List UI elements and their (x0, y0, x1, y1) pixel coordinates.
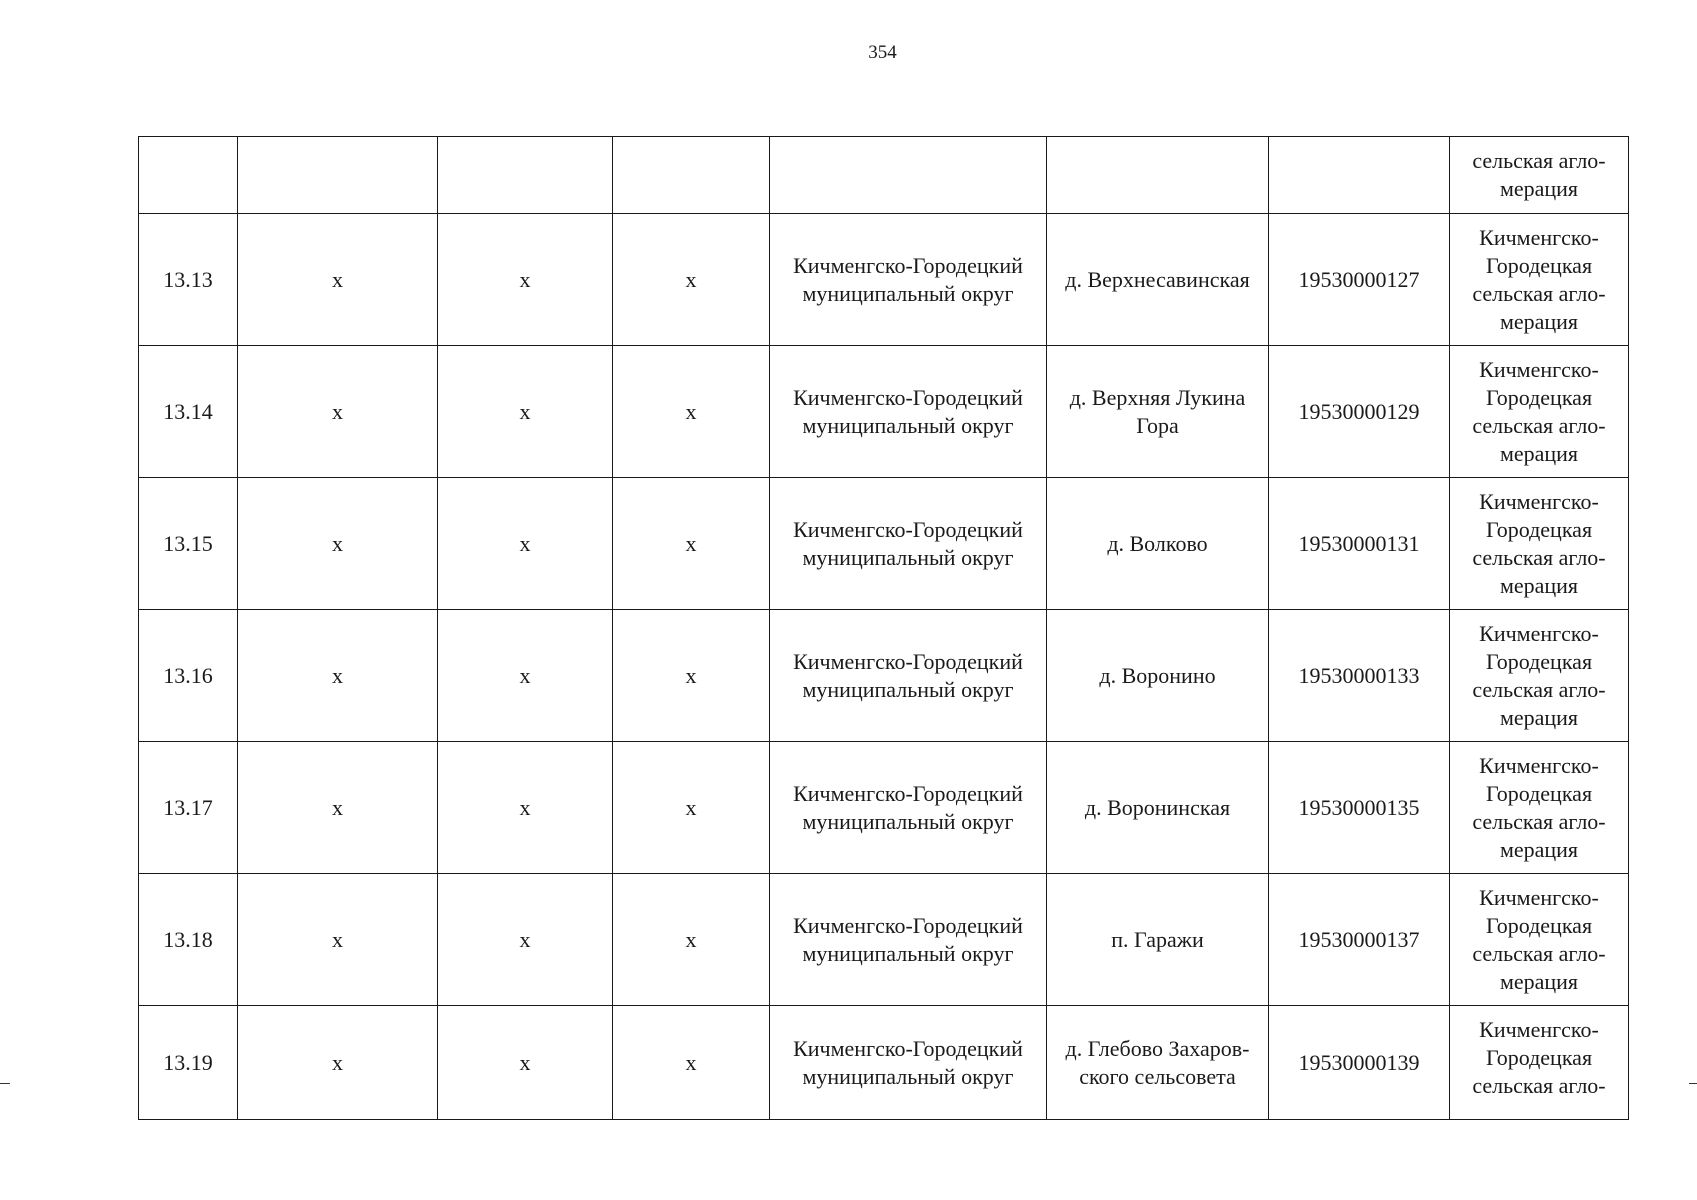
edge-mark (1689, 1083, 1697, 1084)
row-number-cell: 13.18 (139, 874, 238, 1006)
code-cell: 19530000135 (1269, 742, 1450, 874)
code-cell: 19530000129 (1269, 346, 1450, 478)
mark-cell: х (238, 1006, 438, 1120)
settlement-cell: д. Глебово Захаров-ского сельсовета (1047, 1006, 1269, 1120)
table-row (139, 137, 1629, 214)
table-cell (438, 137, 613, 214)
code-cell: 19530000133 (1269, 610, 1450, 742)
district-cell: Кичменгско-Городецкий муниципальный округ (770, 742, 1047, 874)
district-cell: Кичменгско-Городецкий муниципальный округ (770, 346, 1047, 478)
mark-cell: х (438, 478, 613, 610)
mark-cell: х (613, 478, 770, 610)
mark-cell: х (238, 874, 438, 1006)
table-row (139, 1006, 1629, 1120)
table-cell (238, 137, 438, 214)
table-row (139, 478, 1629, 610)
mark-cell: х (438, 1006, 613, 1120)
settlement-cell: п. Гаражи (1047, 874, 1269, 1006)
table-row (139, 874, 1629, 1006)
row-number-cell: 13.16 (139, 610, 238, 742)
district-cell: Кичменгско-Городецкий муниципальный округ (770, 874, 1047, 1006)
table-cell (139, 137, 238, 214)
row-number-cell: 13.19 (139, 1006, 238, 1120)
mark-cell: х (613, 874, 770, 1006)
code-cell: 19530000139 (1269, 1006, 1450, 1120)
mark-cell: х (438, 214, 613, 346)
mark-cell: х (438, 742, 613, 874)
mark-cell: х (238, 346, 438, 478)
mark-cell: х (613, 610, 770, 742)
settlement-cell: д. Верхняя Лукина Гора (1047, 346, 1269, 478)
agglomeration-cell: Кичменгско-Городецкая сельская агло-мерация (1450, 214, 1629, 346)
table-cell (770, 137, 1047, 214)
agglomeration-cell: Кичменгско-Городецкая сельская агло-мерация (1450, 478, 1629, 610)
table-row (139, 610, 1629, 742)
table-row (139, 742, 1629, 874)
settlement-cell: д. Воронино (1047, 610, 1269, 742)
mark-cell: х (613, 214, 770, 346)
agglomeration-cell: Кичменгско-Городецкая сельская агло- (1450, 1006, 1629, 1120)
settlements-table (138, 136, 1629, 1120)
settlement-cell: д. Верхнесавинская (1047, 214, 1269, 346)
edge-mark (0, 1083, 10, 1084)
table-row (139, 346, 1629, 478)
table-row (139, 214, 1629, 346)
code-cell: 19530000131 (1269, 478, 1450, 610)
mark-cell: х (438, 874, 613, 1006)
page-number: 354 (868, 42, 897, 63)
mark-cell: х (438, 610, 613, 742)
mark-cell: х (613, 1006, 770, 1120)
code-cell: 19530000137 (1269, 874, 1450, 1006)
row-number-cell: 13.15 (139, 478, 238, 610)
mark-cell: х (238, 742, 438, 874)
mark-cell: х (238, 214, 438, 346)
agglomeration-cell: Кичменгско-Городецкая сельская агло-мерация (1450, 346, 1629, 478)
mark-cell: х (613, 346, 770, 478)
settlement-cell: д. Воронинская (1047, 742, 1269, 874)
district-cell: Кичменгско-Городецкий муниципальный округ (770, 478, 1047, 610)
district-cell: Кичменгско-Городецкий муниципальный округ (770, 610, 1047, 742)
table-cell (1047, 137, 1269, 214)
mark-cell: х (438, 346, 613, 478)
mark-cell: х (238, 610, 438, 742)
mark-cell: х (613, 742, 770, 874)
district-cell: Кичменгско-Городецкий муниципальный округ (770, 214, 1047, 346)
table-cell (613, 137, 770, 214)
settlement-cell: д. Волково (1047, 478, 1269, 610)
row-number-cell: 13.14 (139, 346, 238, 478)
code-cell: 19530000127 (1269, 214, 1450, 346)
agglomeration-cell: Кичменгско-Городецкая сельская агло-мерация (1450, 742, 1629, 874)
agglomeration-cell: Кичменгско-Городецкая сельская агло-мерация (1450, 874, 1629, 1006)
mark-cell: х (238, 478, 438, 610)
row-number-cell: 13.13 (139, 214, 238, 346)
row-number-cell: 13.17 (139, 742, 238, 874)
agglomeration-cell: Кичменгско-Городецкая сельская агло-мерация (1450, 610, 1629, 742)
district-cell: Кичменгско-Городецкий муниципальный округ (770, 1006, 1047, 1120)
table-cell (1269, 137, 1450, 214)
agglomeration-cell: сельская агло-мерация (1450, 137, 1629, 214)
